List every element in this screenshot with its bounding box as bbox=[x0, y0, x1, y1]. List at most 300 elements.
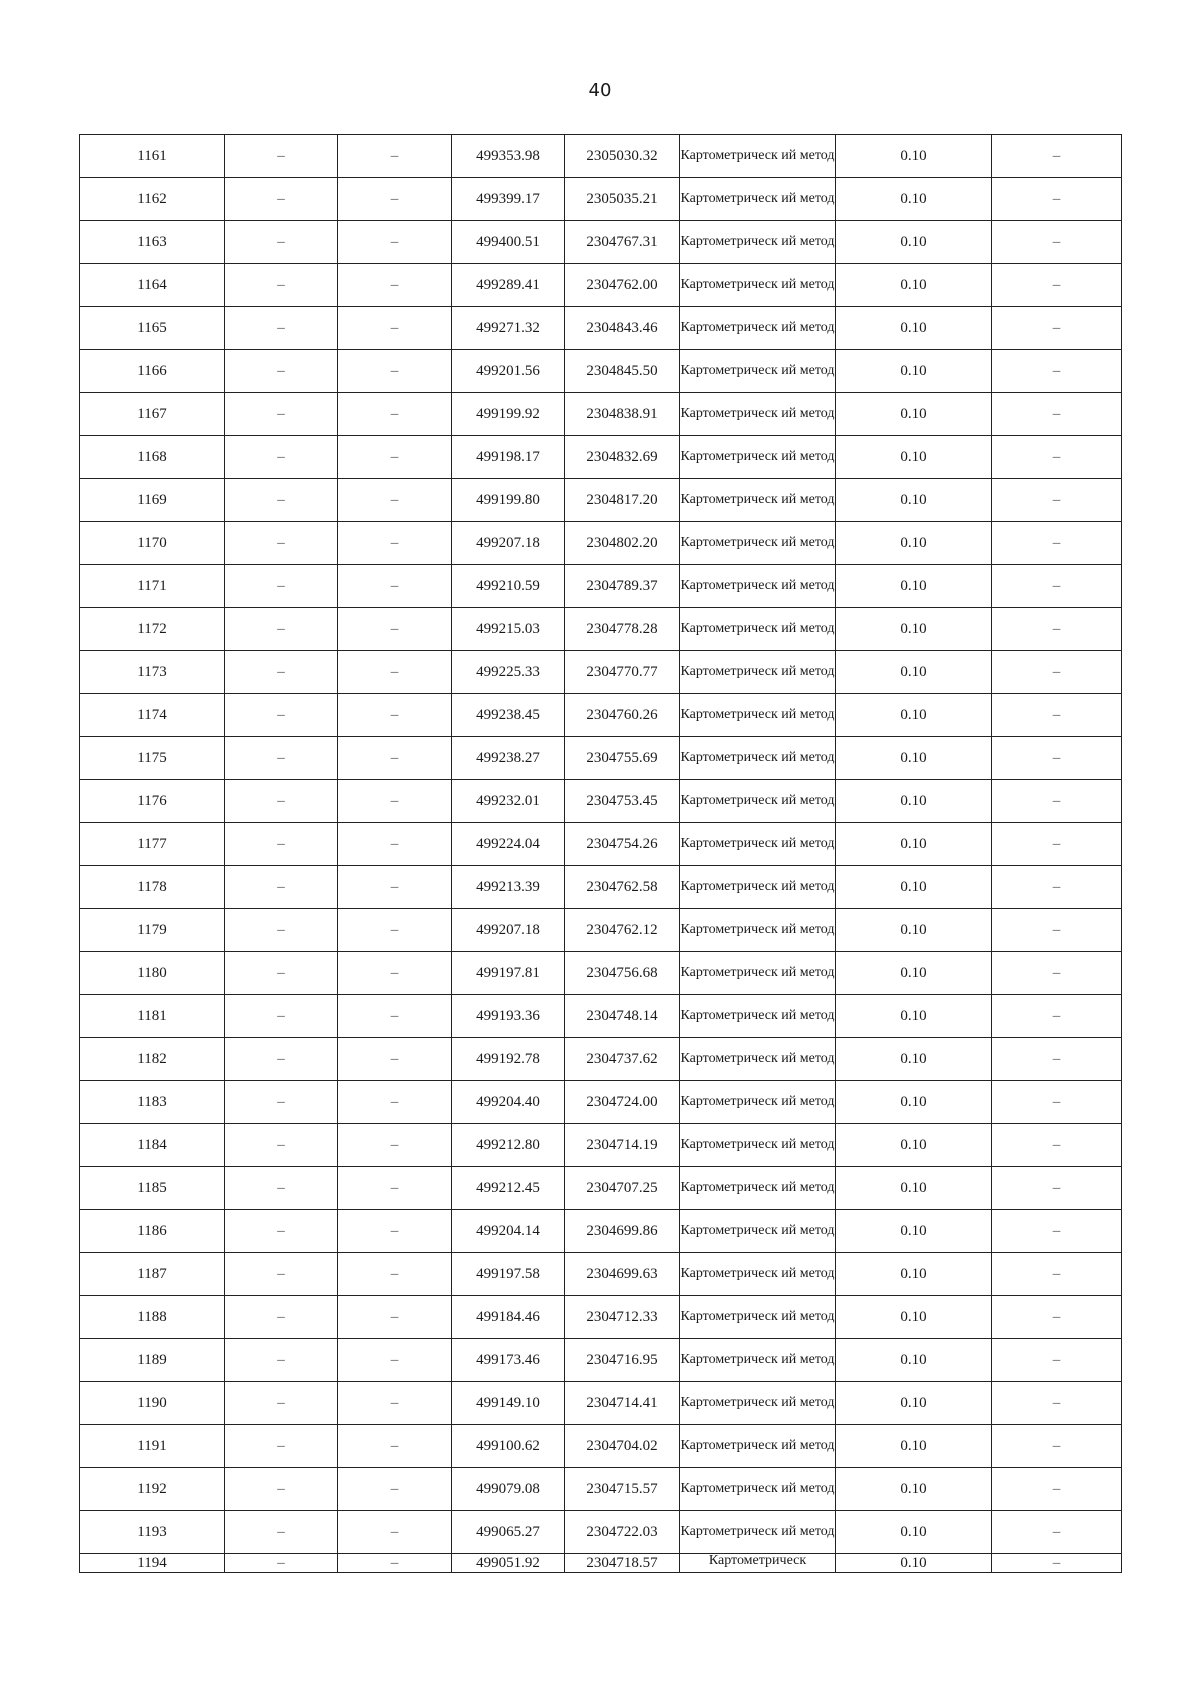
method-cell: Картометрическ bbox=[680, 1554, 836, 1573]
empty-value-cell: – bbox=[992, 1511, 1122, 1554]
accuracy-cell: 0.10 bbox=[836, 823, 992, 866]
y-coordinate-cell: 2304778.28 bbox=[565, 608, 680, 651]
point-number-cell: 1175 bbox=[80, 737, 225, 780]
empty-value-cell: – bbox=[992, 350, 1122, 393]
table-row bbox=[80, 565, 1122, 608]
empty-value-cell: – bbox=[338, 995, 452, 1038]
empty-value-cell: – bbox=[338, 1511, 452, 1554]
x-coordinate-cell: 499232.01 bbox=[452, 780, 565, 823]
point-number-cell: 1174 bbox=[80, 694, 225, 737]
empty-value-cell: – bbox=[992, 178, 1122, 221]
empty-value-cell: – bbox=[338, 436, 452, 479]
table-row bbox=[80, 1124, 1122, 1167]
table-row bbox=[80, 909, 1122, 952]
y-coordinate-cell: 2304762.12 bbox=[565, 909, 680, 952]
x-coordinate-cell: 499213.39 bbox=[452, 866, 565, 909]
empty-value-cell: – bbox=[225, 1339, 338, 1382]
x-coordinate-cell: 499079.08 bbox=[452, 1468, 565, 1511]
empty-value-cell: – bbox=[992, 1339, 1122, 1382]
empty-value-cell: – bbox=[992, 651, 1122, 694]
y-coordinate-cell: 2304817.20 bbox=[565, 479, 680, 522]
x-coordinate-cell: 499399.17 bbox=[452, 178, 565, 221]
table-row bbox=[80, 522, 1122, 565]
table-row bbox=[80, 221, 1122, 264]
x-coordinate-cell: 499238.45 bbox=[452, 694, 565, 737]
empty-value-cell: – bbox=[225, 952, 338, 995]
empty-value-cell: – bbox=[992, 866, 1122, 909]
method-cell: Картометрическ ий метод bbox=[680, 1382, 836, 1425]
method-cell: Картометрическ ий метод bbox=[680, 866, 836, 909]
accuracy-cell: 0.10 bbox=[836, 909, 992, 952]
empty-value-cell: – bbox=[338, 952, 452, 995]
table-row bbox=[80, 608, 1122, 651]
empty-value-cell: – bbox=[225, 866, 338, 909]
point-number-cell: 1177 bbox=[80, 823, 225, 866]
y-coordinate-cell: 2304699.86 bbox=[565, 1210, 680, 1253]
y-coordinate-cell: 2304715.57 bbox=[565, 1468, 680, 1511]
table-row bbox=[80, 1296, 1122, 1339]
table-row bbox=[80, 1339, 1122, 1382]
accuracy-cell: 0.10 bbox=[836, 522, 992, 565]
method-cell: Картометрическ ий метод bbox=[680, 1124, 836, 1167]
empty-value-cell: – bbox=[992, 1425, 1122, 1468]
table-row bbox=[80, 952, 1122, 995]
point-number-cell: 1162 bbox=[80, 178, 225, 221]
point-number-cell: 1163 bbox=[80, 221, 225, 264]
y-coordinate-cell: 2304714.19 bbox=[565, 1124, 680, 1167]
empty-value-cell: – bbox=[338, 307, 452, 350]
y-coordinate-cell: 2304789.37 bbox=[565, 565, 680, 608]
accuracy-cell: 0.10 bbox=[836, 393, 992, 436]
table-row bbox=[80, 651, 1122, 694]
accuracy-cell: 0.10 bbox=[836, 350, 992, 393]
point-number-cell: 1168 bbox=[80, 436, 225, 479]
empty-value-cell: – bbox=[338, 522, 452, 565]
empty-value-cell: – bbox=[225, 350, 338, 393]
table-row bbox=[80, 1425, 1122, 1468]
table-row bbox=[80, 178, 1122, 221]
empty-value-cell: – bbox=[992, 780, 1122, 823]
empty-value-cell: – bbox=[225, 1038, 338, 1081]
x-coordinate-cell: 499289.41 bbox=[452, 264, 565, 307]
accuracy-cell: 0.10 bbox=[836, 1081, 992, 1124]
x-coordinate-cell: 499184.46 bbox=[452, 1296, 565, 1339]
point-number-cell: 1170 bbox=[80, 522, 225, 565]
empty-value-cell: – bbox=[992, 264, 1122, 307]
point-number-cell: 1185 bbox=[80, 1167, 225, 1210]
empty-value-cell: – bbox=[225, 264, 338, 307]
method-cell: Картометрическ ий метод bbox=[680, 780, 836, 823]
empty-value-cell: – bbox=[225, 436, 338, 479]
empty-value-cell: – bbox=[225, 1296, 338, 1339]
empty-value-cell: – bbox=[992, 608, 1122, 651]
point-number-cell: 1188 bbox=[80, 1296, 225, 1339]
point-number-cell: 1164 bbox=[80, 264, 225, 307]
y-coordinate-cell: 2304748.14 bbox=[565, 995, 680, 1038]
empty-value-cell: – bbox=[992, 909, 1122, 952]
empty-value-cell: – bbox=[992, 522, 1122, 565]
empty-value-cell: – bbox=[338, 651, 452, 694]
empty-value-cell: – bbox=[992, 135, 1122, 178]
y-coordinate-cell: 2304704.02 bbox=[565, 1425, 680, 1468]
empty-value-cell: – bbox=[992, 1296, 1122, 1339]
empty-value-cell: – bbox=[338, 608, 452, 651]
x-coordinate-cell: 499149.10 bbox=[452, 1382, 565, 1425]
point-number-cell: 1190 bbox=[80, 1382, 225, 1425]
empty-value-cell: – bbox=[338, 737, 452, 780]
method-cell: Картометрическ ий метод bbox=[680, 178, 836, 221]
y-coordinate-cell: 2304802.20 bbox=[565, 522, 680, 565]
empty-value-cell: – bbox=[992, 694, 1122, 737]
empty-value-cell: – bbox=[338, 1382, 452, 1425]
y-coordinate-cell: 2304767.31 bbox=[565, 221, 680, 264]
accuracy-cell: 0.10 bbox=[836, 1382, 992, 1425]
point-number-cell: 1187 bbox=[80, 1253, 225, 1296]
x-coordinate-cell: 499197.81 bbox=[452, 952, 565, 995]
method-cell: Картометрическ ий метод bbox=[680, 479, 836, 522]
method-cell: Картометрическ ий метод bbox=[680, 823, 836, 866]
method-cell: Картометрическ ий метод bbox=[680, 1081, 836, 1124]
table-row bbox=[80, 995, 1122, 1038]
table-row bbox=[80, 1210, 1122, 1253]
accuracy-cell: 0.10 bbox=[836, 479, 992, 522]
table-row bbox=[80, 1511, 1122, 1554]
empty-value-cell: – bbox=[338, 393, 452, 436]
method-cell: Картометрическ ий метод bbox=[680, 608, 836, 651]
empty-value-cell: – bbox=[992, 952, 1122, 995]
empty-value-cell: – bbox=[338, 1425, 452, 1468]
accuracy-cell: 0.10 bbox=[836, 1554, 992, 1573]
method-cell: Картометрическ ий метод bbox=[680, 264, 836, 307]
table-row bbox=[80, 350, 1122, 393]
empty-value-cell: – bbox=[338, 565, 452, 608]
y-coordinate-cell: 2304756.68 bbox=[565, 952, 680, 995]
table-row bbox=[80, 1253, 1122, 1296]
empty-value-cell: – bbox=[992, 737, 1122, 780]
method-cell: Картометрическ ий метод bbox=[680, 1296, 836, 1339]
empty-value-cell: – bbox=[338, 178, 452, 221]
method-cell: Картометрическ ий метод bbox=[680, 393, 836, 436]
accuracy-cell: 0.10 bbox=[836, 995, 992, 1038]
point-number-cell: 1182 bbox=[80, 1038, 225, 1081]
point-number-cell: 1179 bbox=[80, 909, 225, 952]
table-row bbox=[80, 866, 1122, 909]
method-cell: Картометрическ ий метод bbox=[680, 694, 836, 737]
x-coordinate-cell: 499207.18 bbox=[452, 909, 565, 952]
table-row bbox=[80, 1167, 1122, 1210]
table-row bbox=[80, 393, 1122, 436]
table-row bbox=[80, 1038, 1122, 1081]
empty-value-cell: – bbox=[338, 1296, 452, 1339]
accuracy-cell: 0.10 bbox=[836, 1339, 992, 1382]
x-coordinate-cell: 499238.27 bbox=[452, 737, 565, 780]
accuracy-cell: 0.10 bbox=[836, 178, 992, 221]
empty-value-cell: – bbox=[225, 135, 338, 178]
x-coordinate-cell: 499225.33 bbox=[452, 651, 565, 694]
x-coordinate-cell: 499198.17 bbox=[452, 436, 565, 479]
y-coordinate-cell: 2304754.26 bbox=[565, 823, 680, 866]
empty-value-cell: – bbox=[338, 350, 452, 393]
accuracy-cell: 0.10 bbox=[836, 1167, 992, 1210]
empty-value-cell: – bbox=[992, 1554, 1122, 1573]
point-number-cell: 1173 bbox=[80, 651, 225, 694]
table-row bbox=[80, 823, 1122, 866]
point-number-cell: 1178 bbox=[80, 866, 225, 909]
point-number-cell: 1180 bbox=[80, 952, 225, 995]
accuracy-cell: 0.10 bbox=[836, 866, 992, 909]
accuracy-cell: 0.10 bbox=[836, 608, 992, 651]
x-coordinate-cell: 499204.40 bbox=[452, 1081, 565, 1124]
empty-value-cell: – bbox=[992, 1124, 1122, 1167]
empty-value-cell: – bbox=[225, 479, 338, 522]
empty-value-cell: – bbox=[338, 1124, 452, 1167]
empty-value-cell: – bbox=[225, 608, 338, 651]
table-row bbox=[80, 694, 1122, 737]
method-cell: Картометрическ ий метод bbox=[680, 565, 836, 608]
empty-value-cell: – bbox=[338, 1210, 452, 1253]
x-coordinate-cell: 499193.36 bbox=[452, 995, 565, 1038]
y-coordinate-cell: 2304753.45 bbox=[565, 780, 680, 823]
empty-value-cell: – bbox=[225, 393, 338, 436]
table-row bbox=[80, 479, 1122, 522]
y-coordinate-cell: 2304843.46 bbox=[565, 307, 680, 350]
table-row bbox=[80, 135, 1122, 178]
method-cell: Картометрическ ий метод bbox=[680, 436, 836, 479]
point-number-cell: 1171 bbox=[80, 565, 225, 608]
method-cell: Картометрическ ий метод bbox=[680, 651, 836, 694]
empty-value-cell: – bbox=[338, 1038, 452, 1081]
empty-value-cell: – bbox=[225, 1382, 338, 1425]
page-number: 40 bbox=[588, 80, 612, 101]
point-number-cell: 1167 bbox=[80, 393, 225, 436]
y-coordinate-cell: 2304722.03 bbox=[565, 1511, 680, 1554]
method-cell: Картометрическ ий метод bbox=[680, 135, 836, 178]
method-cell: Картометрическ ий метод bbox=[680, 350, 836, 393]
accuracy-cell: 0.10 bbox=[836, 436, 992, 479]
method-cell: Картометрическ ий метод bbox=[680, 221, 836, 264]
x-coordinate-cell: 499199.92 bbox=[452, 393, 565, 436]
accuracy-cell: 0.10 bbox=[836, 565, 992, 608]
method-cell: Картометрическ ий метод bbox=[680, 737, 836, 780]
point-number-cell: 1172 bbox=[80, 608, 225, 651]
method-cell: Картометрическ ий метод bbox=[680, 1038, 836, 1081]
empty-value-cell: – bbox=[992, 1038, 1122, 1081]
empty-value-cell: – bbox=[225, 737, 338, 780]
empty-value-cell: – bbox=[225, 1554, 338, 1573]
y-coordinate-cell: 2304699.63 bbox=[565, 1253, 680, 1296]
empty-value-cell: – bbox=[992, 1210, 1122, 1253]
empty-value-cell: – bbox=[992, 1382, 1122, 1425]
method-cell: Картометрическ ий метод bbox=[680, 1511, 836, 1554]
point-number-cell: 1183 bbox=[80, 1081, 225, 1124]
table-row bbox=[80, 264, 1122, 307]
accuracy-cell: 0.10 bbox=[836, 1124, 992, 1167]
y-coordinate-cell: 2305030.32 bbox=[565, 135, 680, 178]
y-coordinate-cell: 2304838.91 bbox=[565, 393, 680, 436]
x-coordinate-cell: 499212.80 bbox=[452, 1124, 565, 1167]
y-coordinate-cell: 2305035.21 bbox=[565, 178, 680, 221]
table-row bbox=[80, 1468, 1122, 1511]
point-number-cell: 1191 bbox=[80, 1425, 225, 1468]
y-coordinate-cell: 2304762.00 bbox=[565, 264, 680, 307]
x-coordinate-cell: 499173.46 bbox=[452, 1339, 565, 1382]
point-number-cell: 1192 bbox=[80, 1468, 225, 1511]
empty-value-cell: – bbox=[338, 1468, 452, 1511]
coordinates-table bbox=[79, 134, 1122, 1573]
accuracy-cell: 0.10 bbox=[836, 780, 992, 823]
empty-value-cell: – bbox=[338, 135, 452, 178]
point-number-cell: 1184 bbox=[80, 1124, 225, 1167]
empty-value-cell: – bbox=[338, 264, 452, 307]
empty-value-cell: – bbox=[225, 780, 338, 823]
accuracy-cell: 0.10 bbox=[836, 135, 992, 178]
empty-value-cell: – bbox=[992, 565, 1122, 608]
empty-value-cell: – bbox=[338, 866, 452, 909]
empty-value-cell: – bbox=[225, 1253, 338, 1296]
x-coordinate-cell: 499207.18 bbox=[452, 522, 565, 565]
point-number-cell: 1189 bbox=[80, 1339, 225, 1382]
empty-value-cell: – bbox=[338, 221, 452, 264]
x-coordinate-cell: 499199.80 bbox=[452, 479, 565, 522]
point-number-cell: 1186 bbox=[80, 1210, 225, 1253]
empty-value-cell: – bbox=[225, 1425, 338, 1468]
x-coordinate-cell: 499353.98 bbox=[452, 135, 565, 178]
accuracy-cell: 0.10 bbox=[836, 307, 992, 350]
method-cell: Картометрическ ий метод bbox=[680, 307, 836, 350]
accuracy-cell: 0.10 bbox=[836, 952, 992, 995]
empty-value-cell: – bbox=[338, 1081, 452, 1124]
table-row bbox=[80, 1081, 1122, 1124]
x-coordinate-cell: 499100.62 bbox=[452, 1425, 565, 1468]
accuracy-cell: 0.10 bbox=[836, 694, 992, 737]
y-coordinate-cell: 2304762.58 bbox=[565, 866, 680, 909]
table-row bbox=[80, 1382, 1122, 1425]
point-number-cell: 1176 bbox=[80, 780, 225, 823]
x-coordinate-cell: 499192.78 bbox=[452, 1038, 565, 1081]
empty-value-cell: – bbox=[992, 221, 1122, 264]
empty-value-cell: – bbox=[338, 780, 452, 823]
empty-value-cell: – bbox=[992, 479, 1122, 522]
point-number-cell: 1181 bbox=[80, 995, 225, 1038]
method-cell: Картометрическ ий метод bbox=[680, 522, 836, 565]
empty-value-cell: – bbox=[992, 995, 1122, 1038]
y-coordinate-cell: 2304718.57 bbox=[565, 1554, 680, 1573]
accuracy-cell: 0.10 bbox=[836, 221, 992, 264]
method-cell: Картометрическ ий метод bbox=[680, 909, 836, 952]
empty-value-cell: – bbox=[225, 1167, 338, 1210]
y-coordinate-cell: 2304770.77 bbox=[565, 651, 680, 694]
table-row bbox=[80, 780, 1122, 823]
point-number-cell: 1165 bbox=[80, 307, 225, 350]
empty-value-cell: – bbox=[338, 1253, 452, 1296]
accuracy-cell: 0.10 bbox=[836, 1296, 992, 1339]
accuracy-cell: 0.10 bbox=[836, 264, 992, 307]
accuracy-cell: 0.10 bbox=[836, 1425, 992, 1468]
empty-value-cell: – bbox=[338, 1554, 452, 1573]
accuracy-cell: 0.10 bbox=[836, 651, 992, 694]
empty-value-cell: – bbox=[338, 1339, 452, 1382]
empty-value-cell: – bbox=[338, 479, 452, 522]
x-coordinate-cell: 499065.27 bbox=[452, 1511, 565, 1554]
method-cell: Картометрическ ий метод bbox=[680, 1339, 836, 1382]
table-row bbox=[80, 436, 1122, 479]
empty-value-cell: – bbox=[992, 436, 1122, 479]
method-cell: Картометрическ ий метод bbox=[680, 1167, 836, 1210]
empty-value-cell: – bbox=[225, 1468, 338, 1511]
empty-value-cell: – bbox=[225, 178, 338, 221]
y-coordinate-cell: 2304724.00 bbox=[565, 1081, 680, 1124]
point-number-cell: 1194 bbox=[80, 1554, 225, 1573]
x-coordinate-cell: 499271.32 bbox=[452, 307, 565, 350]
empty-value-cell: – bbox=[225, 1210, 338, 1253]
accuracy-cell: 0.10 bbox=[836, 1511, 992, 1554]
method-cell: Картометрическ ий метод bbox=[680, 995, 836, 1038]
table-body bbox=[80, 135, 1122, 1573]
x-coordinate-cell: 499224.04 bbox=[452, 823, 565, 866]
empty-value-cell: – bbox=[992, 1253, 1122, 1296]
method-cell: Картометрическ ий метод bbox=[680, 1425, 836, 1468]
y-coordinate-cell: 2304832.69 bbox=[565, 436, 680, 479]
empty-value-cell: – bbox=[225, 221, 338, 264]
x-coordinate-cell: 499210.59 bbox=[452, 565, 565, 608]
x-coordinate-cell: 499051.92 bbox=[452, 1554, 565, 1573]
table-row bbox=[80, 737, 1122, 780]
empty-value-cell: – bbox=[225, 1511, 338, 1554]
table-row bbox=[80, 307, 1122, 350]
empty-value-cell: – bbox=[225, 1081, 338, 1124]
empty-value-cell: – bbox=[338, 1167, 452, 1210]
method-cell: Картометрическ ий метод bbox=[680, 1468, 836, 1511]
method-cell: Картометрическ ий метод bbox=[680, 952, 836, 995]
empty-value-cell: – bbox=[225, 823, 338, 866]
point-number-cell: 1193 bbox=[80, 1511, 225, 1554]
empty-value-cell: – bbox=[992, 1167, 1122, 1210]
y-coordinate-cell: 2304707.25 bbox=[565, 1167, 680, 1210]
empty-value-cell: – bbox=[992, 393, 1122, 436]
table-row bbox=[80, 1554, 1122, 1573]
empty-value-cell: – bbox=[225, 651, 338, 694]
empty-value-cell: – bbox=[338, 694, 452, 737]
empty-value-cell: – bbox=[225, 694, 338, 737]
accuracy-cell: 0.10 bbox=[836, 1210, 992, 1253]
accuracy-cell: 0.10 bbox=[836, 1468, 992, 1511]
y-coordinate-cell: 2304714.41 bbox=[565, 1382, 680, 1425]
accuracy-cell: 0.10 bbox=[836, 737, 992, 780]
point-number-cell: 1161 bbox=[80, 135, 225, 178]
x-coordinate-cell: 499201.56 bbox=[452, 350, 565, 393]
x-coordinate-cell: 499212.45 bbox=[452, 1167, 565, 1210]
empty-value-cell: – bbox=[225, 522, 338, 565]
empty-value-cell: – bbox=[225, 995, 338, 1038]
empty-value-cell: – bbox=[992, 307, 1122, 350]
empty-value-cell: – bbox=[225, 565, 338, 608]
point-number-cell: 1169 bbox=[80, 479, 225, 522]
y-coordinate-cell: 2304716.95 bbox=[565, 1339, 680, 1382]
accuracy-cell: 0.10 bbox=[836, 1038, 992, 1081]
method-cell: Картометрическ ий метод bbox=[680, 1210, 836, 1253]
empty-value-cell: – bbox=[992, 1081, 1122, 1124]
x-coordinate-cell: 499197.58 bbox=[452, 1253, 565, 1296]
point-number-cell: 1166 bbox=[80, 350, 225, 393]
y-coordinate-cell: 2304737.62 bbox=[565, 1038, 680, 1081]
empty-value-cell: – bbox=[338, 823, 452, 866]
y-coordinate-cell: 2304760.26 bbox=[565, 694, 680, 737]
accuracy-cell: 0.10 bbox=[836, 1253, 992, 1296]
x-coordinate-cell: 499204.14 bbox=[452, 1210, 565, 1253]
empty-value-cell: – bbox=[338, 909, 452, 952]
x-coordinate-cell: 499400.51 bbox=[452, 221, 565, 264]
empty-value-cell: – bbox=[225, 909, 338, 952]
